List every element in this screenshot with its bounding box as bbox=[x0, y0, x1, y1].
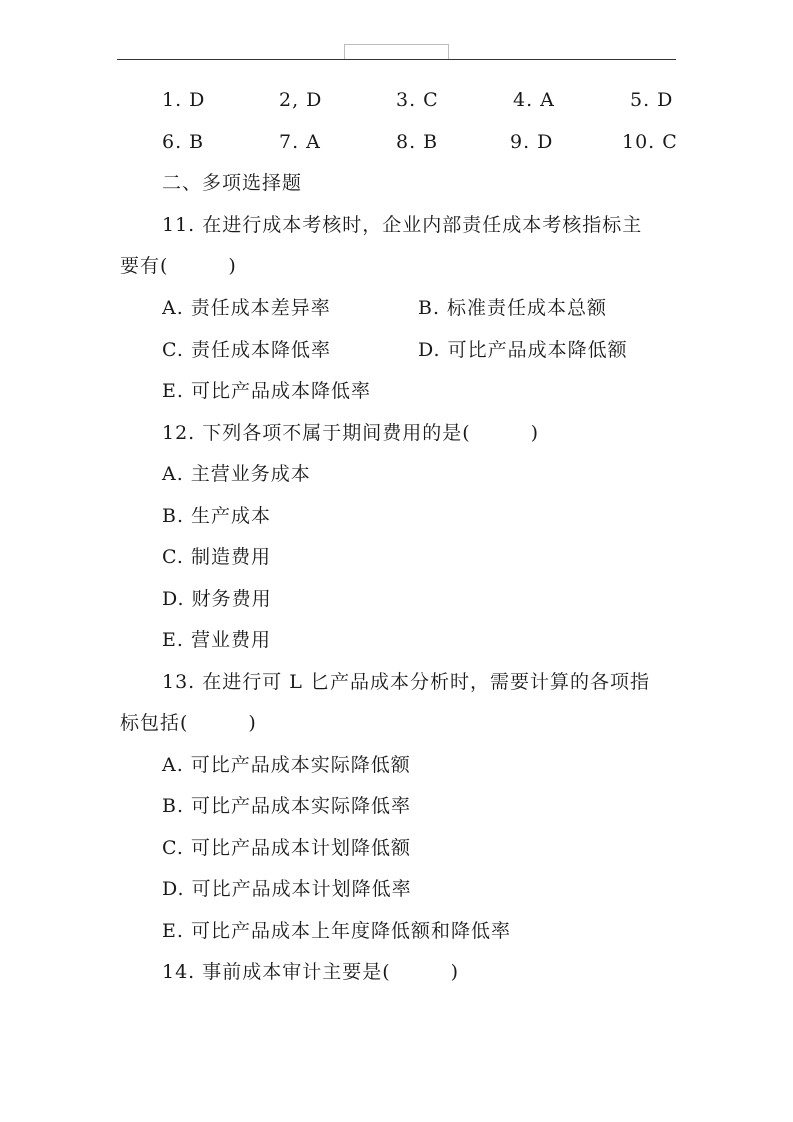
q12-option-e: E. 营业费用 bbox=[162, 629, 271, 651]
q12-stem: 12. 下列各项不属于期间费用的是( ) bbox=[162, 422, 540, 444]
header-rule bbox=[117, 59, 676, 60]
q13-stem-line2: 标包括( ) bbox=[120, 712, 257, 734]
q13-option-b: B. 可比产品成本实际降低率 bbox=[162, 795, 412, 817]
q14-stem: 14. 事前成本审计主要是( ) bbox=[162, 961, 460, 983]
answer-6: 6. B bbox=[162, 131, 205, 153]
section-title: 二、多项选择题 bbox=[162, 172, 303, 194]
q13-option-a: A. 可比产品成本实际降低额 bbox=[162, 754, 411, 776]
answer-7: 7. A bbox=[279, 131, 321, 153]
q11-option-c: C. 责任成本降低率 bbox=[162, 339, 331, 361]
q13-stem-line1: 13. 在进行可 L 匕产品成本分析时，需要计算的各项指 bbox=[162, 671, 650, 693]
q12-option-c: C. 制造费用 bbox=[162, 546, 271, 568]
answer-5: 5. D bbox=[630, 89, 674, 111]
q13-option-c: C. 可比产品成本计划降低额 bbox=[162, 837, 411, 859]
answer-2: 2, D bbox=[279, 89, 323, 111]
answer-9: 9. D bbox=[510, 131, 554, 153]
q12-option-b: B. 生产成本 bbox=[162, 505, 272, 527]
answer-10: 10. C bbox=[622, 131, 678, 153]
q13-option-e: E. 可比产品成本上年度降低额和降低率 bbox=[162, 920, 511, 942]
header-tab bbox=[344, 44, 449, 60]
q11-option-d: D. 可比产品成本降低额 bbox=[418, 339, 628, 361]
q12-option-a: A. 主营业务成本 bbox=[162, 463, 311, 485]
q13-option-d: D. 可比产品成本计划降低率 bbox=[162, 878, 412, 900]
q12-option-d: D. 财务费用 bbox=[162, 588, 272, 610]
answer-8: 8. B bbox=[396, 131, 439, 153]
q11-option-b: B. 标准责任成本总额 bbox=[418, 297, 608, 319]
answer-4: 4. A bbox=[513, 89, 555, 111]
q11-option-a: A. 责任成本差异率 bbox=[162, 297, 331, 319]
answer-3: 3. C bbox=[396, 89, 439, 111]
q11-stem-line1: 11. 在进行成本考核时，企业内部责任成本考核指标主 bbox=[162, 214, 643, 236]
q11-option-e: E. 可比产品成本降低率 bbox=[162, 380, 371, 402]
answer-1: 1. D bbox=[162, 89, 206, 111]
q11-stem-line2: 要有( ) bbox=[120, 255, 237, 277]
